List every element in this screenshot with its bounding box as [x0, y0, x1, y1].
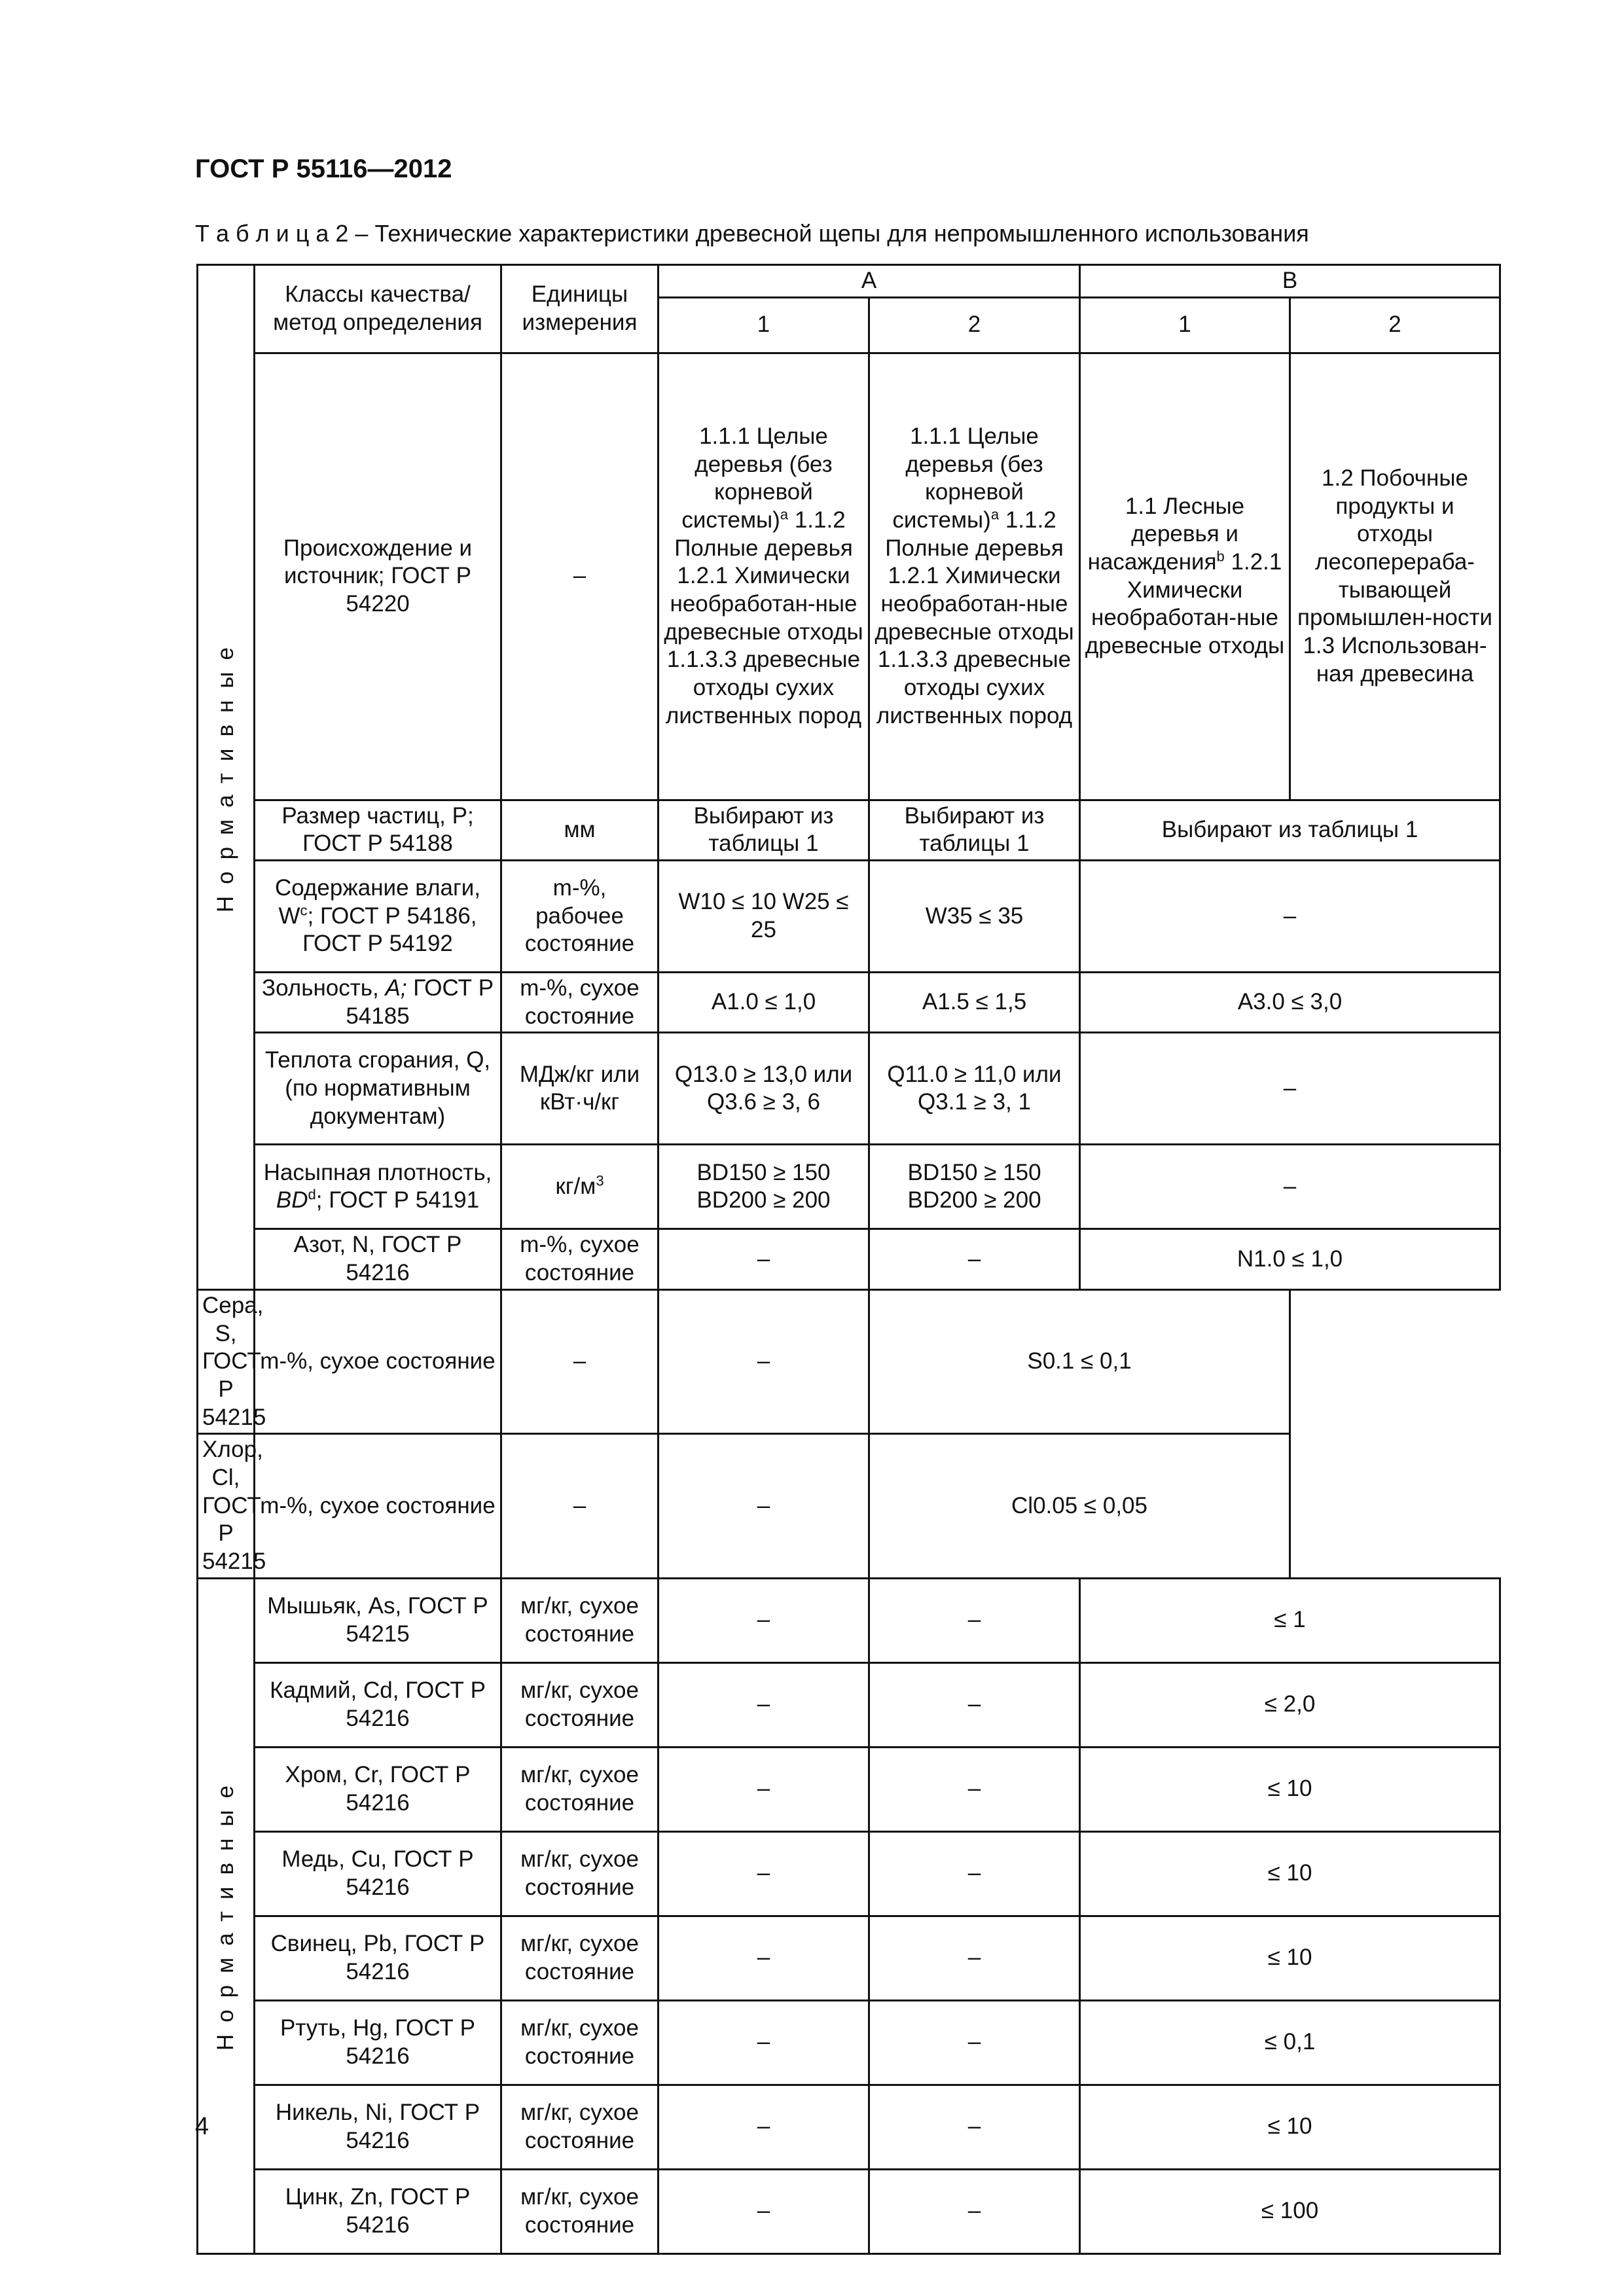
- row-b: ≤ 10: [1080, 1831, 1500, 1916]
- row-arsenic: [198, 1578, 1500, 1662]
- row-a2: –: [869, 1831, 1080, 1916]
- document-id: ГОСТ Р 55116—2012: [195, 154, 452, 183]
- heat-b: –: [1080, 1033, 1500, 1145]
- row-nitrogen: [198, 1229, 1500, 1289]
- row-a1: –: [659, 1831, 869, 1916]
- row-origin: [198, 353, 1500, 800]
- row-b: ≤ 2,0: [1080, 1662, 1500, 1747]
- header-group-b: B: [1080, 265, 1500, 298]
- heat-a2: Q11.0 ≥ 11,0 или Q3.1 ≥ 3, 1: [869, 1033, 1080, 1145]
- ash-property: Зольность, A; ГОСТ Р 54185: [255, 973, 501, 1033]
- row-a2: –: [869, 2000, 1080, 2085]
- row-a1: –: [659, 2085, 869, 2169]
- origin-b1: 1.1 Лесные деревья и насаждения$^b$ 1.2.1 Химически необработан-ные древесные отходы: [1080, 353, 1290, 800]
- row-a1: –: [659, 1747, 869, 1831]
- row-a1: –: [501, 1434, 659, 1578]
- row-unit: m-%, сухое состояние: [501, 1229, 659, 1289]
- header-group-a: A: [659, 265, 1080, 298]
- row-b: ≤ 10: [1080, 1916, 1500, 2000]
- row-a1: –: [659, 1662, 869, 1747]
- moisture-a2: W35 ≤ 35: [869, 861, 1080, 973]
- header-sub-b2: 2: [1290, 297, 1500, 353]
- size-a2: Выбирают из таблицы 1: [869, 800, 1080, 860]
- density-a2: BD150 ≥ 150 BD200 ≥ 200: [869, 1145, 1080, 1229]
- row-copper: [198, 1831, 1500, 1916]
- row-a1: –: [659, 2169, 869, 2253]
- row-b: ≤ 1: [1080, 1578, 1500, 1662]
- header-property: Классы качества/метод определения: [255, 265, 501, 353]
- row-moisture: [198, 861, 1500, 973]
- row-property: Хром, Cr, ГОСТ Р 54216: [255, 1747, 501, 1831]
- row-ash: [198, 973, 1500, 1033]
- heat-a1: Q13.0 ≥ 13,0 или Q3.6 ≥ 3, 6: [659, 1033, 869, 1145]
- row-a1: –: [659, 2000, 869, 2085]
- ash-unit: m-%, сухое состояние: [501, 973, 659, 1033]
- row-property: Кадмий, Cd, ГОСТ Р 54216: [255, 1662, 501, 1747]
- row-cadmium: [198, 1662, 1500, 1747]
- row-heat: [198, 1033, 1500, 1145]
- moisture-b: –: [1080, 861, 1500, 973]
- row-b: N1.0 ≤ 1,0: [1080, 1229, 1500, 1289]
- row-b: ≤ 100: [1080, 2169, 1500, 2253]
- row-property: Сера, S, ГОСТ Р 54215: [198, 1289, 255, 1433]
- row-property: Мышьяк, As, ГОСТ Р 54215: [255, 1578, 501, 1662]
- row-unit: мг/кг, сухое состояние: [501, 2169, 659, 2253]
- row-unit: мг/кг, сухое состояние: [501, 1578, 659, 1662]
- row-b: Cl0.05 ≤ 0,05: [869, 1434, 1290, 1578]
- row-property: Ртуть, Hg, ГОСТ Р 54216: [255, 2000, 501, 2085]
- origin-unit: –: [501, 353, 659, 800]
- header-row-groups: [198, 265, 1500, 298]
- moisture-unit: m-%, рабочее состояние: [501, 861, 659, 973]
- row-unit: мг/кг, сухое состояние: [501, 2000, 659, 2085]
- row-a2: –: [659, 1434, 869, 1578]
- row-property: Хлор, Cl, ГОСТ Р 54215: [198, 1434, 255, 1578]
- size-unit: мм: [501, 800, 659, 860]
- size-b: Выбирают из таблицы 1: [1080, 800, 1500, 860]
- ash-a2: A1.5 ≤ 1,5: [869, 973, 1080, 1033]
- row-a2: –: [869, 1578, 1080, 1662]
- row-unit: мг/кг, сухое состояние: [501, 1747, 659, 1831]
- page-number: 4: [195, 2113, 209, 2140]
- row-unit: m-%, сухое состояние: [255, 1289, 501, 1433]
- origin-b2: 1.2 Побочные продукты и отходы лесоперераба-тывающей промышлен-ности 1.3 Использован-ная древесина: [1290, 353, 1500, 800]
- origin-a1: 1.1.1 Целые деревья (без корневой системы)$^а$ 1.1.2 Полные деревья 1.2.1 Химически необработан-ные древесные отходы 1.1.3.3 древесные отходы сухих лиственных пород: [659, 353, 869, 800]
- ash-b: A3.0 ≤ 3,0: [1080, 973, 1500, 1033]
- row-a2: –: [869, 1229, 1080, 1289]
- row-unit: m-%, сухое состояние: [255, 1434, 501, 1578]
- size-property: Размер частиц, P; ГОСТ Р 54188: [255, 800, 501, 860]
- row-a2: –: [869, 1916, 1080, 2000]
- header-unit: Единицы измерения: [501, 265, 659, 353]
- row-property: Свинец, Pb, ГОСТ Р 54216: [255, 1916, 501, 2000]
- row-a1: –: [659, 1229, 869, 1289]
- row-sulfur: [198, 1289, 1500, 1433]
- row-unit: мг/кг, сухое состояние: [501, 2085, 659, 2169]
- row-density: [198, 1145, 1500, 1229]
- row-property: Азот, N, ГОСТ Р 54216: [255, 1229, 501, 1289]
- moisture-a1: W10 ≤ 10 W25 ≤ 25: [659, 861, 869, 973]
- moisture-property: Содержание влаги, $W^c$; ГОСТ Р 54186, ГОСТ Р 54192: [255, 861, 501, 973]
- row-lead: [198, 1916, 1500, 2000]
- row-a1: –: [659, 1916, 869, 2000]
- density-b: –: [1080, 1145, 1500, 1229]
- specs-table: [196, 264, 1501, 2255]
- row-zinc: [198, 2169, 1500, 2253]
- density-property: Насыпная плотность, $BD^d$; ГОСТ Р 54191: [255, 1145, 501, 1229]
- row-a2: –: [869, 2085, 1080, 2169]
- row-mercury: [198, 2000, 1500, 2085]
- header-sub-a1: 1: [659, 297, 869, 353]
- row-a2: –: [869, 2169, 1080, 2253]
- row-nickel: [198, 2085, 1500, 2169]
- row-a2: –: [659, 1289, 869, 1433]
- row-chlorine: [198, 1434, 1500, 1578]
- row-unit: мг/кг, сухое состояние: [501, 1831, 659, 1916]
- origin-a2: 1.1.1 Целые деревья (без корневой системы)$^а$ 1.1.2 Полные деревья 1.2.1 Химически необработан-ные древесные отходы 1.1.3.3 древесные отходы сухих лиственных пород: [869, 353, 1080, 800]
- row-property: Никель, Ni, ГОСТ Р 54216: [255, 2085, 501, 2169]
- header-sub-b1: 1: [1080, 297, 1290, 353]
- side-label-top: Нормативные: [198, 265, 255, 1290]
- density-unit: $кг/м^3$: [501, 1145, 659, 1229]
- row-a1: –: [659, 1578, 869, 1662]
- heat-property: Теплота сгорания, Q, (по нормативным документам): [255, 1033, 501, 1145]
- row-unit: мг/кг, сухое состояние: [501, 1916, 659, 2000]
- row-b: S0.1 ≤ 0,1: [869, 1289, 1290, 1433]
- heat-unit: МДж/кг или кВт·ч/кг: [501, 1033, 659, 1145]
- density-a1: BD150 ≥ 150 BD200 ≥ 200: [659, 1145, 869, 1229]
- row-unit: мг/кг, сухое состояние: [501, 1662, 659, 1747]
- row-b: ≤ 0,1: [1080, 2000, 1500, 2085]
- row-particle-size: [198, 800, 1500, 860]
- row-property: Медь, Cu, ГОСТ Р 54216: [255, 1831, 501, 1916]
- row-a2: –: [869, 1747, 1080, 1831]
- origin-property: Происхождение и источник; ГОСТ Р 54220: [255, 353, 501, 800]
- row-a2: –: [869, 1662, 1080, 1747]
- row-b: ≤ 10: [1080, 2085, 1500, 2169]
- row-b: ≤ 10: [1080, 1747, 1500, 1831]
- ash-a1: A1.0 ≤ 1,0: [659, 973, 869, 1033]
- side-label-bottom: Нормативные: [198, 1578, 255, 2253]
- table-caption: Т а б л и ц а 2 – Технические характеристики древесной щепы для непромышленного использования: [195, 220, 1309, 247]
- header-sub-a2: 2: [869, 297, 1080, 353]
- row-property: Цинк, Zn, ГОСТ Р 54216: [255, 2169, 501, 2253]
- row-a1: –: [501, 1289, 659, 1433]
- size-a1: Выбирают из таблицы 1: [659, 800, 869, 860]
- row-chromium: [198, 1747, 1500, 1831]
